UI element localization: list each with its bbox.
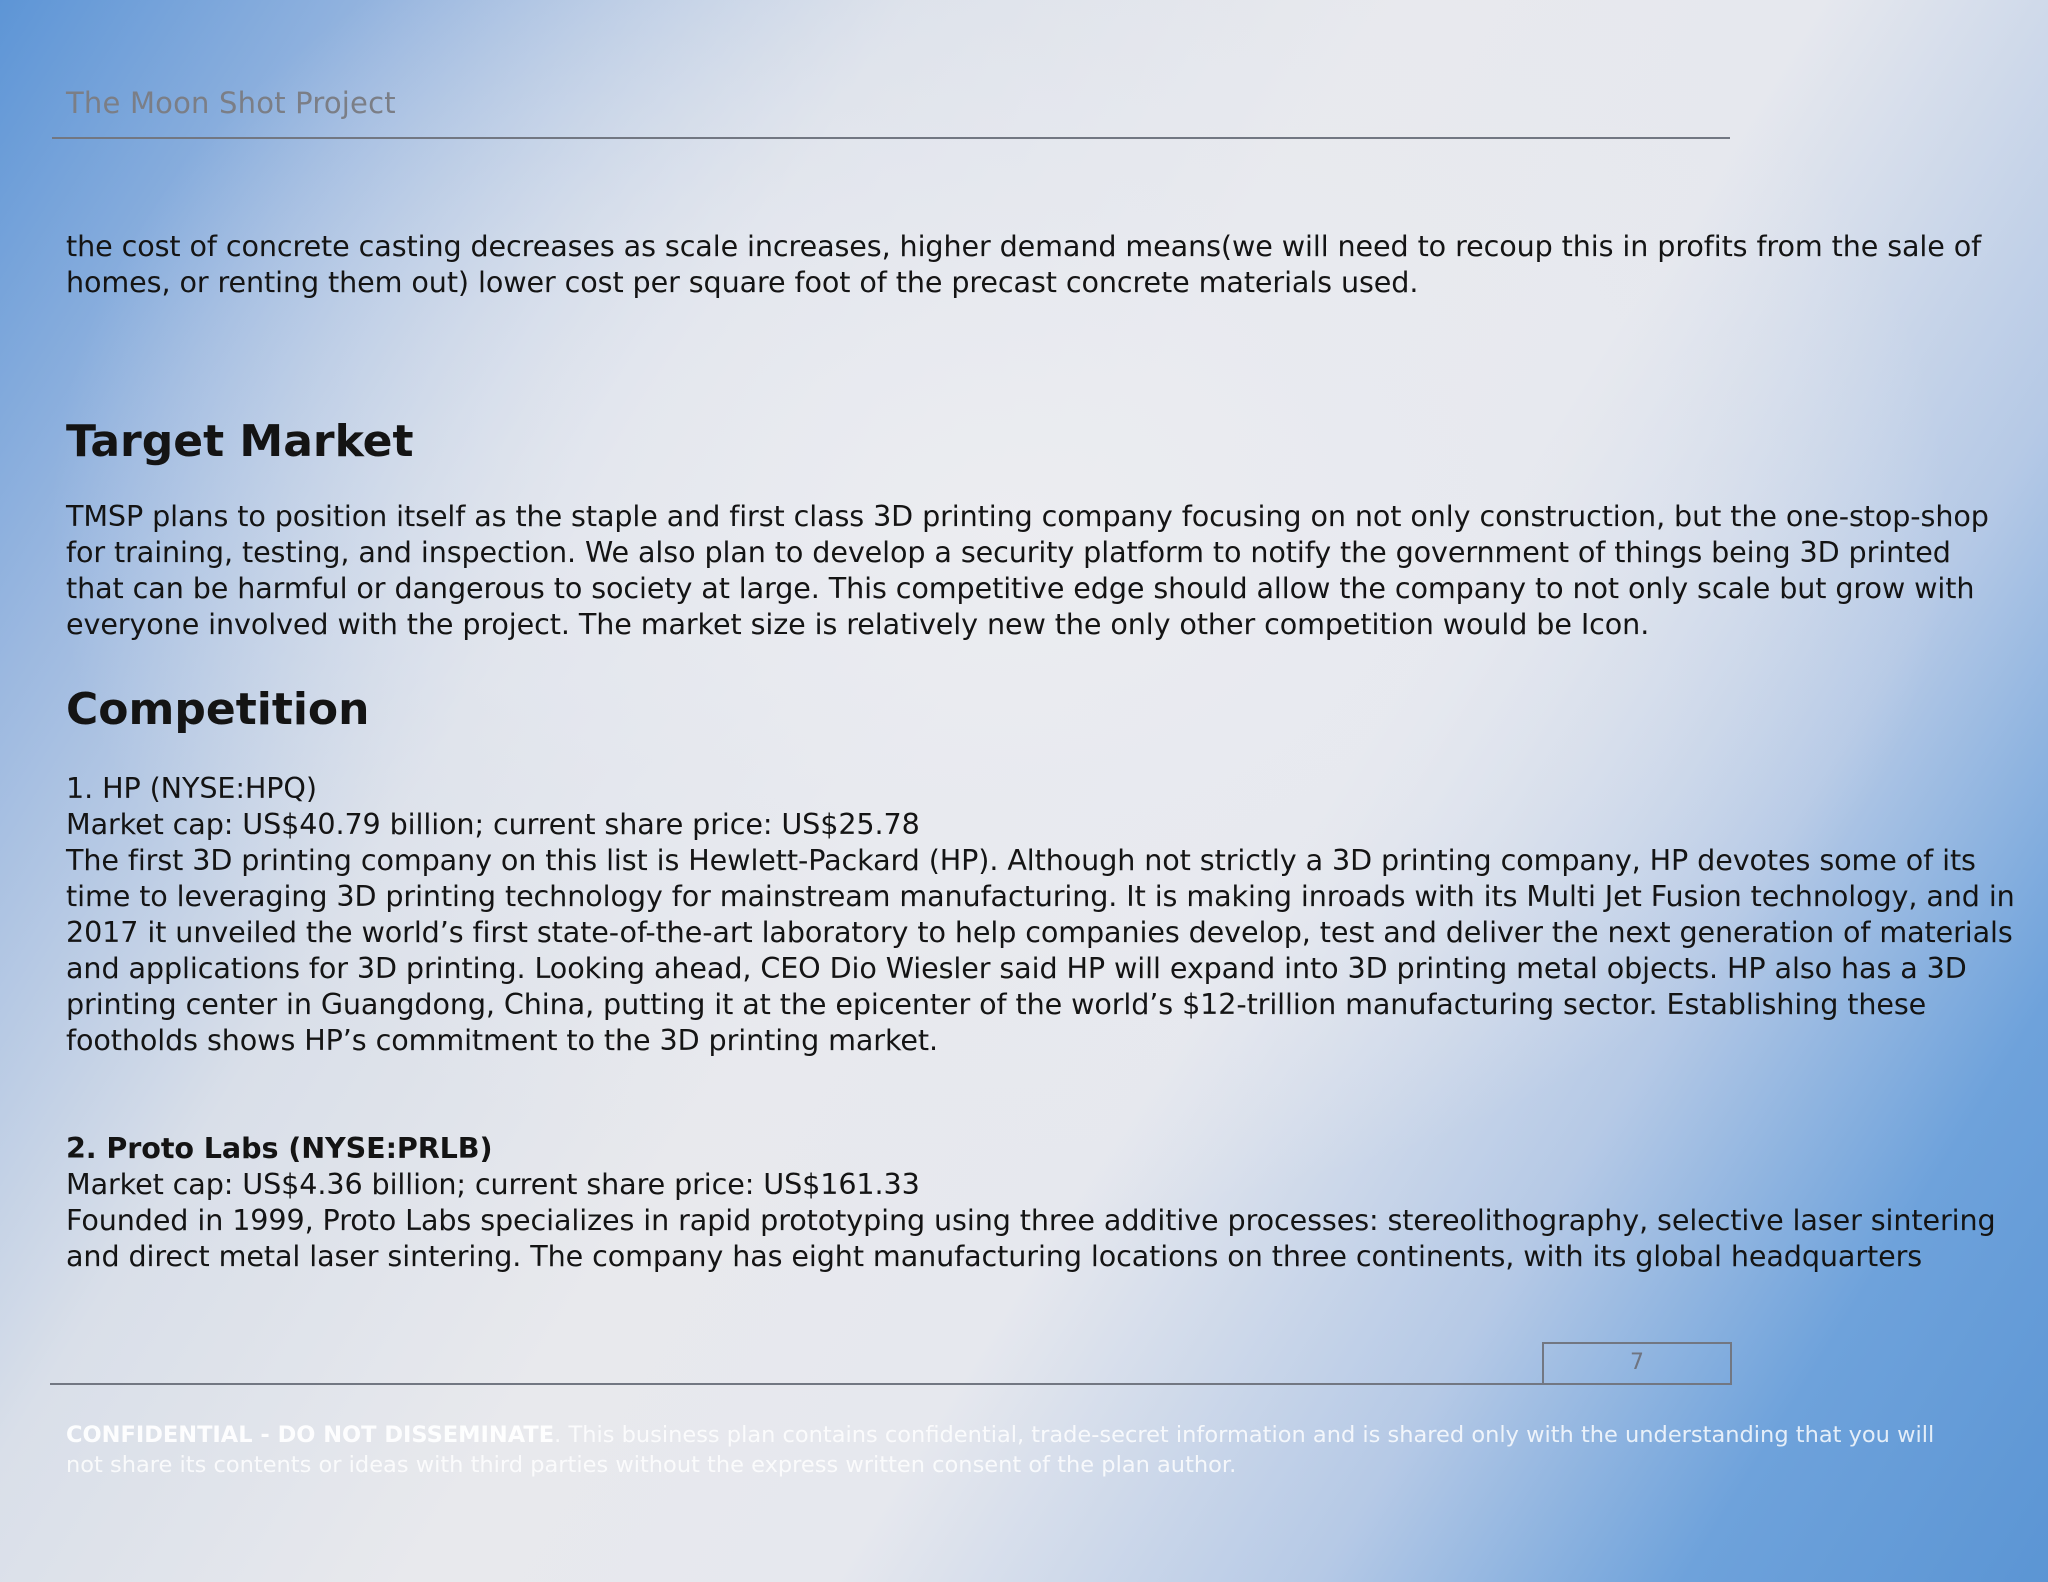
hp-market-cap: Market cap: US$40.79 billion; current share price: US$25.78 (66, 807, 920, 841)
confidentiality-notice (66, 1420, 1966, 1480)
proto-labs-market-cap: Market cap: US$4.36 billion; current share price: US$161.33 (66, 1167, 920, 1201)
footer-divider (50, 1383, 1730, 1385)
page-number: 7 (1630, 1350, 1644, 1375)
hp-description: The first 3D printing company on this list is Hewlett-Packard (HP). Although not strictly a 3D printing company, HP devotes some of its time to leveraging 3D printing technology for mainstream manufacturing. It is making inroads with its Multi Jet Fusion technology, and in 2017 it unveiled the world’s first state-of-the-art laboratory to help companies develop, test and deliver the next generation of materials and applications for 3D printing. Looking ahead, CEO Dio Wiesler said HP will expand into 3D printing metal objects. HP also has a 3D printing center in Guangdong, China, putting it at the epicenter of the world’s $12-trillion manufacturing sector. Establishing these footholds shows HP’s commitment to the 3D printing market. (66, 843, 2015, 1057)
intro-paragraph: the cost of concrete casting decreases as scale increases, higher demand means(we will need to recoup this in profits from the sale of homes, or renting them out) lower cost per square foot of the precast concrete materials used. (66, 229, 1982, 299)
proto-labs-description: Founded in 1999, Proto Labs specializes in rapid prototyping using three additive processes: stereolithography, selective laser sintering and direct metal laser sintering. The company has eight manufacturing locations on three continents, with its global headquarters (66, 1203, 1996, 1273)
target-market-paragraph: TMSP plans to position itself as the staple and first class 3D printing company focusing on not only construction, but the one-stop-shop for training, testing, and inspection. We also plan to develop a security platform to notify the government of things being 3D printed that can be harmful or dangerous to society at large. This competitive edge should allow the company to not only scale but grow with everyone involved with the project. The market size is relatively new the only other competition would be Icon. (66, 499, 1989, 641)
competition-heading: Competition (66, 684, 370, 735)
confidential-label: CONFIDENTIAL - DO NOT DISSEMINATE (66, 1422, 555, 1448)
hp-company-name: 1. HP (NYSE:HPQ) (66, 771, 317, 805)
proto-labs-company-name: 2. Proto Labs (NYSE:PRLB) (66, 1131, 493, 1165)
confidential-text: . This business plan contains confidential, trade-secret information and is shared only with the understanding that you will not share its contents or ideas with third parties without the express written consent of the plan author. (66, 1422, 1935, 1478)
target-market-heading: Target Market (66, 416, 414, 467)
page-content (66, 228, 2016, 1274)
header-divider (52, 137, 1730, 139)
header-title: The Moon Shot Project (66, 86, 396, 120)
